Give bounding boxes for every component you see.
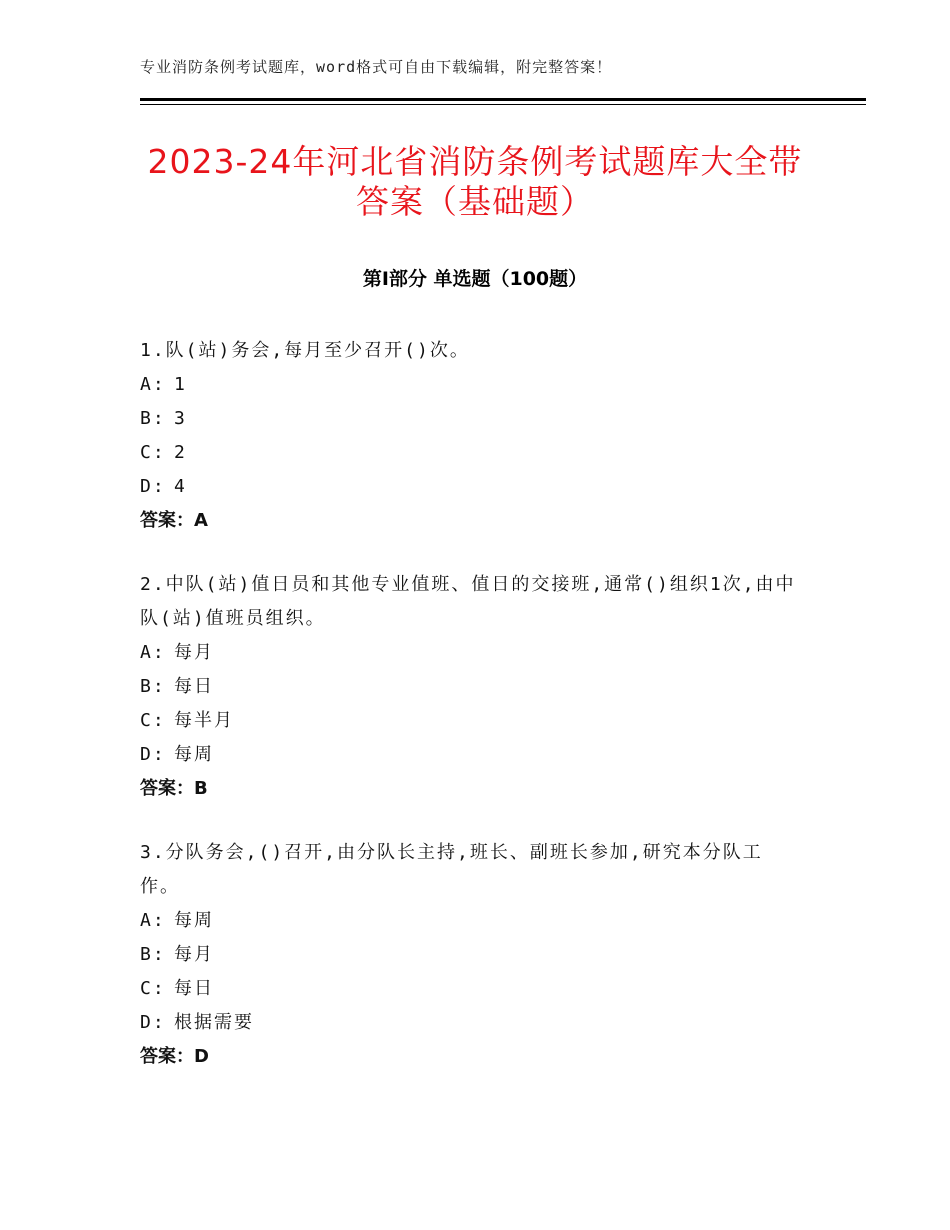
option-value: 每月 <box>174 944 214 965</box>
question-3 <box>140 836 800 1074</box>
title-line-1: 2023-24年河北省消防条例考试题库大全带 <box>147 142 803 181</box>
option-a <box>140 368 800 402</box>
option-a <box>140 904 800 938</box>
option-a <box>140 636 800 670</box>
option-c <box>140 704 800 738</box>
question-2 <box>140 568 800 806</box>
option-value: 每日 <box>174 676 214 697</box>
section-title: 第Ⅰ部分 单选题（100题） <box>362 268 588 290</box>
option-value: 4 <box>174 476 187 497</box>
question-text: 2.中队(站)值日员和其他专业值班、值日的交接班,通常()组织1次,由中队(站)值班员组织。 <box>140 574 796 629</box>
option-value: 每月 <box>174 642 214 663</box>
option-label: D: <box>140 1012 166 1033</box>
option-label: C: <box>140 710 166 731</box>
document-title <box>100 142 850 222</box>
question-text: 1.队(站)务会,每月至少召开()次。 <box>140 340 470 361</box>
answer-line: 答案：B <box>140 778 208 799</box>
option-value: 每日 <box>174 978 214 999</box>
header-divider-thin <box>140 104 866 105</box>
option-d <box>140 1006 800 1040</box>
option-label: A: <box>140 910 166 931</box>
option-label: C: <box>140 442 166 463</box>
header-divider-thick <box>140 98 866 101</box>
question-text: 3.分队务会,()召开,由分队长主持,班长、副班长参加,研究本分队工作。 <box>140 842 763 897</box>
option-b <box>140 938 800 972</box>
option-label: B: <box>140 676 166 697</box>
title-line-2: 答案（基础题） <box>356 182 594 221</box>
question-list <box>140 334 800 1104</box>
option-value: 2 <box>174 442 187 463</box>
answer-line: 答案：A <box>140 510 208 531</box>
option-value: 根据需要 <box>174 1012 254 1033</box>
option-label: D: <box>140 476 166 497</box>
option-c <box>140 972 800 1006</box>
option-value: 每周 <box>174 744 214 765</box>
option-value: 1 <box>174 374 187 395</box>
option-d <box>140 738 800 772</box>
option-d <box>140 470 800 504</box>
option-label: B: <box>140 944 166 965</box>
option-label: A: <box>140 642 166 663</box>
option-label: A: <box>140 374 166 395</box>
option-label: B: <box>140 408 166 429</box>
option-c <box>140 436 800 470</box>
answer-line: 答案：D <box>140 1046 209 1067</box>
question-1 <box>140 334 800 538</box>
option-value: 每周 <box>174 910 214 931</box>
option-b <box>140 402 800 436</box>
option-value: 3 <box>174 408 187 429</box>
option-b <box>140 670 800 704</box>
option-label: D: <box>140 744 166 765</box>
option-value: 每半月 <box>174 710 234 731</box>
page-header-text: 专业消防条例考试题库，word格式可自由下载编辑，附完整答案！ <box>140 58 613 76</box>
option-label: C: <box>140 978 166 999</box>
